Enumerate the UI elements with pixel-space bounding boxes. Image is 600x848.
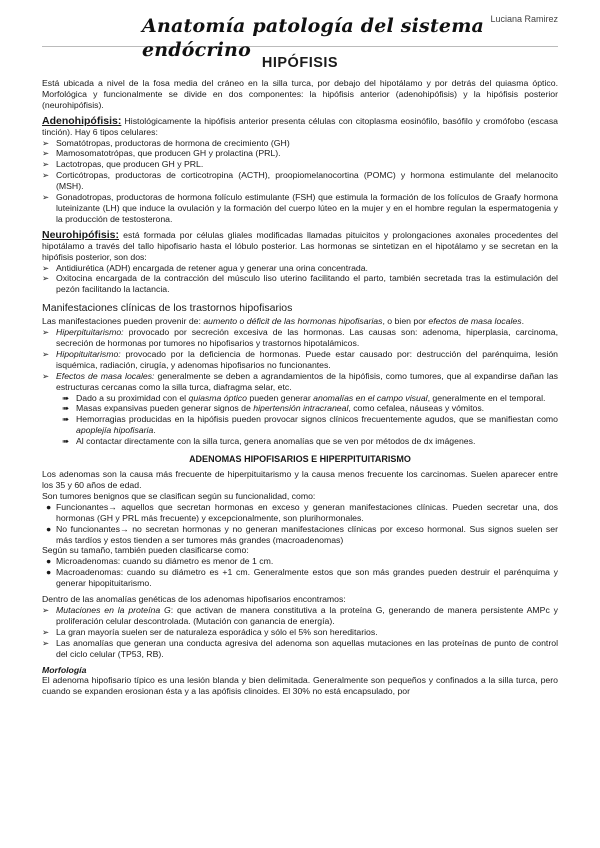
adeno-cell-list <box>42 138 558 225</box>
arrow-icon: ➢ <box>42 604 50 615</box>
page-title: HIPÓFISIS <box>261 55 339 71</box>
adeno-text: Histológicamente la hipófisis anterior presenta células con citoplasma eosinófilo, basófilo y cromófobo (escasa tinción). Hay 6 tipos celulares: <box>42 115 558 137</box>
intro-paragraph: Está ubicada a nivel de la fosa media del cráneo en la silla turca, por debajo del hipotálamo y por detrás del quiasma óptico. Morfológica y funcionalmente se divide en dos componentes: la hipófisis anterior (adenohipófisis) y la hipófisis posterior (neurohipófisis). <box>42 78 558 110</box>
page-header <box>42 12 558 61</box>
adenomas-heading: ADENOMAS HIPOFISARIOS E HIPERPITUITARISMO <box>189 454 411 465</box>
functional-list <box>42 502 558 546</box>
adenomas-p2: Son tumores benignos que se clasifican según su funcionalidad, como: <box>42 490 316 501</box>
arrow-icon: ➢ <box>42 192 50 203</box>
bullet-icon: ● <box>46 523 52 534</box>
arrow-icon: ➢ <box>42 626 50 637</box>
arrow-icon: ➢ <box>42 327 50 338</box>
arrow-icon: ➢ <box>42 170 50 181</box>
arrow-icon: ➠ <box>62 436 70 447</box>
list-item: ➢ Corticótropas, productoras de corticotropina (ACTH), proopiomelanocortina (POMC) y hormona estimulante del melanocito (MSH). <box>42 170 558 192</box>
adenomas-p4: Dentro de las anomalías genéticas de los adenomas hipofisarios encontramos: <box>42 594 346 605</box>
list-item: ➢ Antidiurética (ADH) encargada de retener agua y generar una orina concentrada. <box>42 262 368 273</box>
arrow-icon: ➢ <box>42 348 50 359</box>
list-item: ➢ Oxitocina encargada de la contracción del músculo liso uterino facilitando el parto, también secretada tras la estimulación del pezón facilitando la lactancia. <box>42 273 558 295</box>
neuro-paragraph <box>42 230 558 263</box>
manif-intro: Las manifestaciones pueden provenir de: aumento o déficit de las hormonas hipofisarias, o bien por efectos de masa locales. <box>42 316 524 327</box>
list-item: ➢ Mutaciones en la proteína G: que activan de manera constitutiva a la proteína G, generando de manera persistente AMPc y proliferación celular descontrolada. (Mutación con ganancia de energía). <box>42 604 558 626</box>
genetic-list <box>42 605 558 660</box>
list-item: ➢ Hiperpituitarismo: provocado por secreción excesiva de las hormonas. Las causas son: adenoma, hiperplasia, carcinoma, secreción de hormonas por tumores no hipofisarios y trastornos hipotalámicos. <box>42 327 558 349</box>
neuro-term: Neurohipófisis: <box>42 228 120 241</box>
document-title: Anatomía patología del sistema endócrino <box>142 15 485 61</box>
neuro-text: está formada por células gliales modificadas llamadas pituicitos y prolongaciones axonales procedentes del hipotálamo a través del tallo hipofisario hasta el lóbulo posterior. Las hormonas se sintetizan en el hipotálamo y se secretan en la hipófisis posterior, son dos: <box>42 229 558 262</box>
list-item: ● Macroadenomas: cuando su diámetro es +1 cm. Generalmente estos que son más grandes pueden destruir el parénquima y generar hipopituitarismo. <box>46 567 558 589</box>
list-item: ● Funcionantes→ aquellos que secretan hormonas en exceso y generan manifestaciones clínicas. Pueden secretar una, dos hormonas (GH y PRL más frecuente) y excepcionalmente, son plurihormonales. <box>46 501 558 523</box>
adenomas-p3: Según su tamaño, también pueden clasificarse como: <box>42 545 249 556</box>
bullet-icon: ● <box>46 556 52 567</box>
manif-list <box>42 327 558 447</box>
morfologia-text: El adenoma hipofisario típico es una lesión blanda y bien delimitada. Generalmente son pequeños y confinados a la silla turca, pero cuando se expanden erosionan ésta y a las apófisis clinoides. El 30% no está encapsulado, por <box>42 675 558 697</box>
list-item: ➠ Dado a su proximidad con el quiasma óptico pueden generar anomalías en el campo visual, generalmente en el temporal. <box>62 392 546 403</box>
list-item: ➠ Masas expansivas pueden generar signos de hipertensión intracraneal, como cefalea, náuseas y vómitos. <box>62 403 485 414</box>
arrow-icon: ➠ <box>62 392 70 403</box>
list-item: ➢ Lactotropas, que producen GH y PRL. <box>42 159 204 170</box>
list-item: ➢ Gonadotropas, productoras de hormona folículo estimulante (FSH) que estimula la formación de los folículos de Graafy hormona luteinizante (LH) que induce la ovulación y la formación del cuerpo lúteo en la mujer y en el hombre regulan la espermatogenia y la producción de testosterona. <box>42 192 558 224</box>
arrow-icon: ➢ <box>42 159 50 170</box>
arrow-icon: ➢ <box>42 273 50 284</box>
manif-heading: Manifestaciones clínicas de los trastornos hipofisarios <box>42 302 293 315</box>
list-item: ➢ Efectos de masa locales: generalmente se deben a agrandamientos de la hipófisis, como tumores, que al expandirse dañan las estructuras cercanas como la silla turca, diafragma selar, etc. ➠ Dado a su proximidad con el quiasma óptico pueden generar anomalías en el campo visual, generalmente en el temporal. ➠ Masas expansivas pueden generar signos de hipertensión intracraneal, como cefalea, náuseas y vómitos. ➠ Hemorragias producidas en la hipófisis pueden provocar signos clínicos frecuentemente agudos, que se manifiestan como apoplejía hipofisaria. ➠ Al contactar directamente con la silla turca, genera anomalías que se ven por métodos de dx imágenes. <box>42 370 558 447</box>
author-name: Luciana Ramirez <box>490 14 558 24</box>
list-item: ● No funcionantes→ no secretan hormonas y no generan manifestaciones clínicas por exceso hormonal. Sus signos suelen ser más tardíos y estos tienden a ser tumores más grandes (macroadenomas) <box>46 523 558 545</box>
list-item: ➢ Mamosomatotrópas, que producen GH y prolactina (PRL). <box>42 148 281 159</box>
arrow-icon: ➢ <box>42 148 50 159</box>
document-page <box>42 12 558 697</box>
list-item: ● Microadenomas: cuando su diámetro es menor de 1 cm. <box>46 556 274 567</box>
masa-sub-list <box>56 393 558 448</box>
morfologia-heading: Morfología <box>42 664 87 675</box>
arrow-icon: ➢ <box>42 370 50 381</box>
arrow-icon: ➢ <box>42 262 50 273</box>
arrow-icon: ➢ <box>42 637 50 648</box>
arrow-icon: ➠ <box>62 403 70 414</box>
bullet-icon: ● <box>46 567 52 578</box>
list-item: ➢ Hipopituitarismo: provocado por la deficiencia de hormonas. Puede estar causado por: destrucción del parénquima, lesión isquémica, radiación, cirugía, y adenomas hipofisarios no funcionantes. <box>42 348 558 370</box>
list-item: ➠ Al contactar directamente con la silla turca, genera anomalías que se ven por métodos de dx imágenes. <box>62 436 476 447</box>
list-item: ➢ La gran mayoría suelen ser de naturaleza esporádica y sólo el 5% son hereditarios. <box>42 626 378 637</box>
neuro-hormone-list <box>42 263 558 296</box>
adeno-paragraph <box>42 116 558 138</box>
list-item: ➠ Hemorragias producidas en la hipófisis pueden provocar signos clínicos frecuentemente agudos, que se manifiestan como apoplejía hipofisaria. <box>62 414 558 436</box>
adeno-term: Adenohipófisis: <box>42 114 122 127</box>
size-list <box>42 556 558 589</box>
bullet-icon: ● <box>46 501 52 512</box>
list-item: ➢ Somatótropas, productoras de hormona de crecimiento (GH) <box>42 137 290 148</box>
arrow-icon: ➢ <box>42 137 50 148</box>
list-item: ➢ Las anomalías que generan una conducta agresiva del adenoma son aquellas mutaciones en las proteínas de punto de control del ciclo celular (TP53, RB). <box>42 637 558 659</box>
adenomas-p1: Los adenomas son la causa más frecuente de hiperpituitarismo y la causa menos frecuente los carcinomas. Suelen aparecer entre los 35 y 60 años de edad. <box>42 469 558 490</box>
arrow-icon: ➠ <box>62 414 70 425</box>
